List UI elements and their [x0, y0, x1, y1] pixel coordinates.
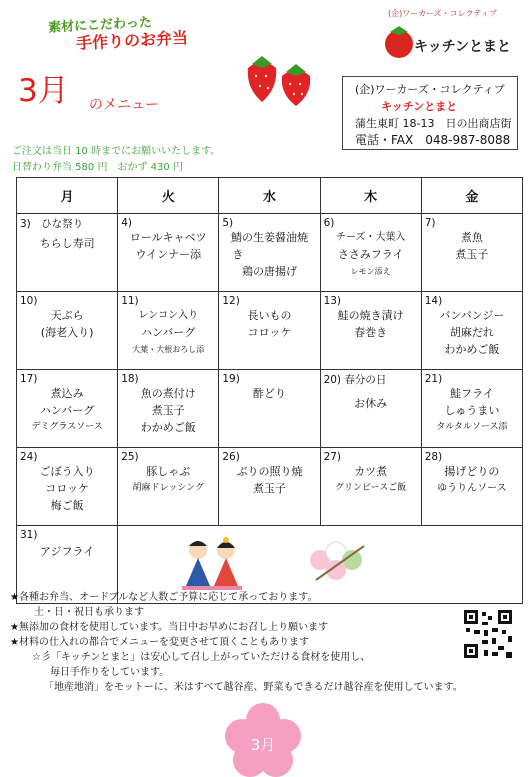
day-number: 10)	[20, 295, 38, 307]
menu-item: 鯖の生姜醤油焼	[230, 231, 308, 244]
footer-line: 「地産地消」をモットーに、米はすべて越谷産、野菜もできるだけ越谷産を使用しています。	[44, 682, 463, 693]
day-number: 19)	[222, 373, 240, 385]
menu-item: 胡麻だれ	[449, 326, 494, 339]
menu-item: 豚しゃぶ	[146, 465, 191, 478]
day-cell	[219, 292, 320, 370]
week-row	[17, 214, 523, 292]
hina-dolls-illustration	[180, 532, 244, 590]
menu-item: 春巻き	[354, 326, 388, 339]
day-cell	[17, 214, 118, 292]
tomato-icon	[382, 20, 416, 60]
day-number: 31)	[20, 529, 38, 541]
strawberry-illustration	[240, 46, 320, 108]
order-notice: ご注文は当日 10 時までにお願いいたします。	[12, 146, 221, 157]
menu-item: ハンバーグ	[141, 326, 196, 339]
info-shop: キッチンとまと	[381, 100, 458, 113]
day-number: 14)	[424, 295, 443, 307]
day-cell	[17, 292, 118, 370]
menu-item: しゅうまい	[444, 404, 500, 417]
week-row	[17, 448, 523, 526]
menu-item: 煮込み	[50, 387, 84, 400]
menu-item: グリンピースご飯	[335, 483, 407, 493]
menu-item: 胡麻ドレッシング	[132, 483, 205, 493]
day-cell	[219, 214, 320, 292]
info-phone: 電話・FAX 048-987-8088	[355, 133, 511, 147]
weekday-mon: 月	[17, 178, 118, 214]
week-row	[17, 292, 523, 370]
tagline-1: 素材にこだわった	[47, 15, 153, 36]
menu-item: ちらし寿司	[39, 237, 95, 250]
menu-item: ささみフライ	[337, 248, 404, 261]
menu-item: 鶏の唐揚げ	[241, 265, 297, 278]
menu-item: ハンバーグ	[39, 404, 95, 417]
day-number: 26)	[222, 451, 240, 463]
day-number: 21)	[424, 373, 443, 385]
day-cell	[421, 292, 522, 370]
menu-item: ごぼう入り	[39, 465, 95, 478]
day-cell	[17, 448, 118, 526]
footer-line: ★材料の仕入れの都合でメニューを変更させて頂くこともあります	[10, 637, 309, 648]
weekday-wed: 水	[219, 178, 320, 214]
day-number: 27)	[323, 451, 342, 463]
day-number: 25)	[121, 451, 139, 463]
menu-item: 天ぷら	[50, 309, 84, 322]
page-title-month: 3月	[18, 73, 69, 109]
menu-item: チーズ・大葉入	[335, 232, 406, 243]
sakura-badge	[222, 700, 304, 777]
menu-note: 大葉・大根おろし添	[132, 345, 205, 354]
menu-item: ウインナー添	[135, 248, 202, 261]
day-number: 20) 春分の日	[323, 374, 387, 386]
menu-note: デミグラスソース	[31, 422, 103, 432]
menu-item: カツ煮	[354, 465, 388, 478]
day-number: 17)	[20, 373, 38, 385]
day-cell	[320, 292, 421, 370]
footer-line: ★無添加の食材を使用しています。当日中お早めにお召し上り願います	[10, 622, 329, 633]
day-cell	[320, 370, 421, 448]
day-cell	[320, 214, 421, 292]
week-row	[17, 370, 523, 448]
tagline-2: 手作りのお弁当	[75, 28, 189, 53]
menu-table	[16, 177, 523, 604]
day-cell	[118, 370, 219, 448]
day-cell	[17, 370, 118, 448]
day-cell	[219, 370, 320, 448]
menu-item: 長いもの	[247, 309, 292, 322]
day-cell	[421, 448, 522, 526]
day-number: 28)	[424, 451, 443, 463]
menu-item: き	[232, 248, 244, 261]
menu-item: アジフライ	[39, 545, 95, 558]
menu-item: わかめご飯	[444, 343, 500, 356]
menu-item: 酢どり	[252, 387, 286, 400]
shop-info	[342, 76, 518, 150]
menu-item: 煮玉子	[252, 482, 286, 495]
info-org: (企)ワーカーズ・コレクティブ	[355, 83, 505, 96]
day-number: 6)	[323, 217, 335, 229]
menu-note: レモン添え	[350, 267, 391, 276]
day-cell	[219, 448, 320, 526]
day-number: 3) ひな祭り	[20, 218, 84, 230]
day-cell	[118, 214, 219, 292]
day-cell	[118, 448, 219, 526]
menu-item: わかめご飯	[140, 421, 196, 434]
footer-line: 土・日・祝日も承ります	[34, 607, 144, 618]
menu-item: 煮魚	[460, 231, 483, 244]
menu-item: 揚げどりの	[444, 465, 500, 478]
weekday-thu: 木	[320, 178, 421, 214]
info-address: 蒲生東町 18-13 日の出商店街	[355, 117, 512, 130]
day-number: 13)	[323, 295, 342, 307]
menu-item: ロールキャベツ	[129, 231, 207, 244]
day-number: 12)	[222, 295, 240, 307]
menu-item: コロッケ	[247, 326, 292, 339]
weekday-tue: 火	[118, 178, 219, 214]
menu-item: 煮玉子	[151, 404, 185, 417]
day-number: 4)	[121, 217, 132, 229]
price-notice: 日替わり弁当 580 円 おかず 430 円	[12, 162, 183, 173]
logo-org: (企)ワーカーズ・コレクティブ	[388, 9, 497, 18]
day-number: 24)	[20, 451, 38, 463]
menu-item: 梅ご飯	[50, 499, 84, 512]
day-number: 11)	[121, 295, 139, 307]
menu-item: コロッケ	[45, 482, 89, 495]
day-cell	[118, 292, 219, 370]
menu-item: バンバンジー	[439, 309, 505, 322]
qr-code[interactable]	[462, 608, 514, 660]
logo-name: キッチンとまと	[414, 39, 512, 55]
weekday-fri: 金	[421, 178, 522, 214]
dango-sweets-illustration	[308, 538, 372, 586]
menu-item: レンコン入り	[138, 310, 199, 321]
menu-item: 魚の煮付け	[140, 387, 196, 400]
footer-line: 毎日手作りをしています。	[50, 667, 170, 678]
day-cell	[421, 370, 522, 448]
day-cell	[421, 214, 522, 292]
menu-item: ゆうりんソース	[437, 483, 507, 494]
day-cell	[320, 448, 421, 526]
footer-line: ★各種お弁当、オードブルなど人数ご予算に応じて承っております。	[10, 592, 318, 603]
day-number: 18)	[121, 373, 139, 385]
menu-note: タルタルソース添	[436, 422, 508, 432]
page-title: のメニュー	[89, 97, 159, 113]
menu-item: 鮭の焼き漬け	[337, 309, 404, 322]
shop-logo	[378, 6, 512, 72]
day-number: 7)	[424, 217, 436, 229]
day-number: 5)	[222, 217, 234, 229]
badge-month: 3月	[250, 736, 276, 754]
menu-item: お休み	[354, 397, 388, 410]
menu-item: 煮玉子	[455, 248, 489, 261]
menu-item: (海老入り)	[40, 326, 94, 339]
menu-item: 鮭フライ	[450, 387, 494, 400]
footer-line: ☆彡「キッチンとまと」は安心して召し上がっていただける食材を使用し、	[32, 652, 371, 663]
menu-item: ぶりの照り焼	[236, 465, 303, 478]
